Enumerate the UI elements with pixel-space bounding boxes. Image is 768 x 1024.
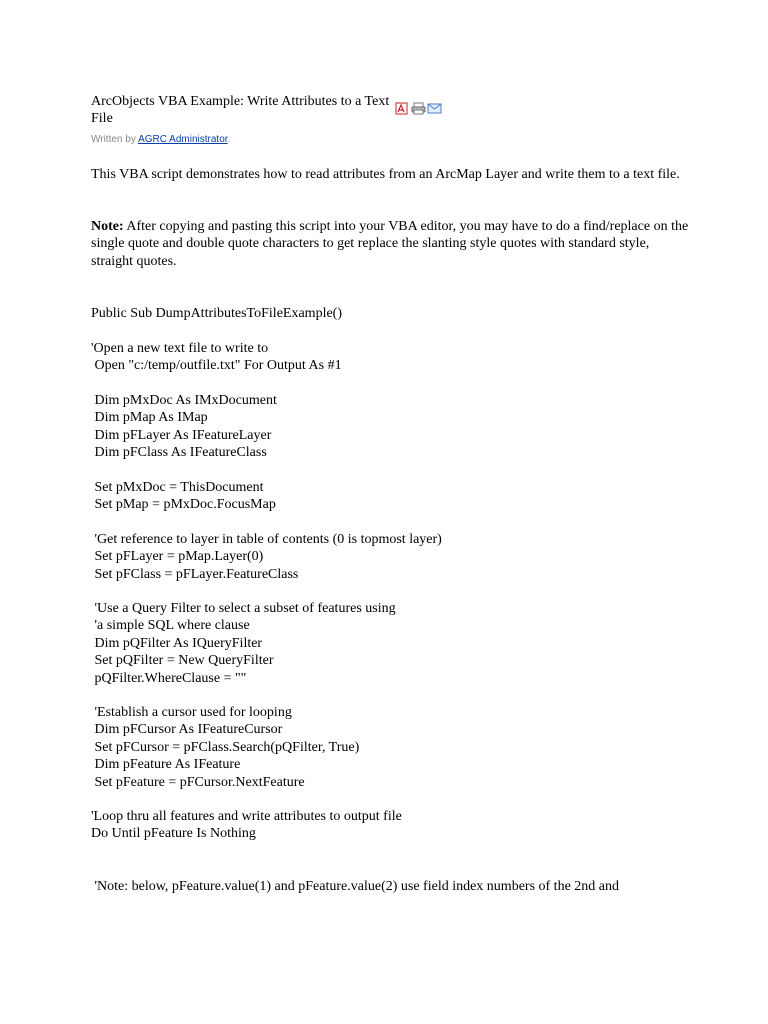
- article-actions: [395, 102, 440, 115]
- intro-paragraph: This VBA script demonstrates how to read attributes from an ArcMap Layer and write them to a text file.: [91, 167, 680, 182]
- code-line: Set pMap = pMxDoc.FocusMap: [91, 497, 276, 513]
- byline-prefix: Written by: [91, 134, 139, 145]
- code-block: [91, 808, 731, 843]
- code-line: 'Open a new text file to write to: [91, 341, 269, 356]
- code-line: Set pFClass = pFLayer.FeatureClass: [91, 566, 299, 582]
- code-line: Dim pFClass As IFeatureClass: [91, 445, 267, 461]
- code-line: Dim pQFilter As IQueryFilter: [91, 635, 263, 651]
- code-line: Set pFeature = pFCursor.NextFeature: [91, 774, 305, 790]
- code-line: Public Sub DumpAttributesToFileExample(): [91, 306, 342, 321]
- code-block: [91, 531, 731, 583]
- article-title: ArcObjects VBA Example: Write Attributes to a Text File: [91, 94, 390, 126]
- code-block: [91, 479, 731, 514]
- code-line: Set pQFilter = New QueryFilter: [91, 653, 274, 669]
- byline-suffix: .: [227, 134, 231, 145]
- code-line: Open "c:/temp/outfile.txt" For Output As #1: [91, 358, 342, 374]
- print-icon[interactable]: [411, 102, 424, 115]
- code-line: 'Note: below, pFeature.value(1) and pFeature.value(2) use field index numbers of the 2nd and: [91, 879, 620, 894]
- code-line: Do Until pFeature Is Nothing: [91, 826, 256, 842]
- note-text: After copying and pasting this script into your VBA editor, you may have to do a find/replace on the single quote and double quote characters to get replace the slanting style quotes with standard style, straight quotes.: [91, 219, 689, 269]
- code-block: [91, 600, 731, 687]
- code-line: 'Loop thru all features and write attributes to output file: [91, 809, 402, 824]
- code-line: 'Use a Query Filter to select a subset of features using: [91, 601, 396, 616]
- code-line: 'Get reference to layer in table of contents (0 is topmost layer): [91, 532, 442, 547]
- note-label: Note:: [91, 219, 124, 234]
- pdf-icon[interactable]: [395, 102, 408, 115]
- code-line: Dim pFLayer As IFeatureLayer: [91, 427, 272, 443]
- code-line: Dim pFeature As IFeature: [91, 757, 241, 773]
- code-line: Set pFLayer = pMap.Layer(0): [91, 549, 264, 565]
- code-block: [91, 704, 731, 791]
- code-line: Dim pMxDoc As IMxDocument: [91, 393, 277, 408]
- code-block: [91, 878, 731, 895]
- code-line: Set pMxDoc = ThisDocument: [91, 480, 264, 495]
- code-line: Dim pMap As IMap: [91, 410, 208, 426]
- author-link[interactable]: AGRC Administrator: [138, 134, 228, 145]
- code-line: Set pFCursor = pFClass.Search(pQFilter, True): [91, 739, 360, 755]
- code-block: [91, 392, 731, 462]
- code-block: [91, 340, 731, 375]
- code-line: 'Establish a cursor used for looping: [91, 705, 292, 720]
- email-icon[interactable]: [427, 102, 440, 115]
- code-line: 'a simple SQL where clause: [91, 618, 250, 634]
- note-paragraph: [91, 218, 691, 270]
- code-line: Dim pFCursor As IFeatureCursor: [91, 722, 283, 738]
- code-line: pQFilter.WhereClause = "": [91, 670, 247, 686]
- byline: [91, 134, 230, 145]
- code-block: [91, 305, 731, 322]
